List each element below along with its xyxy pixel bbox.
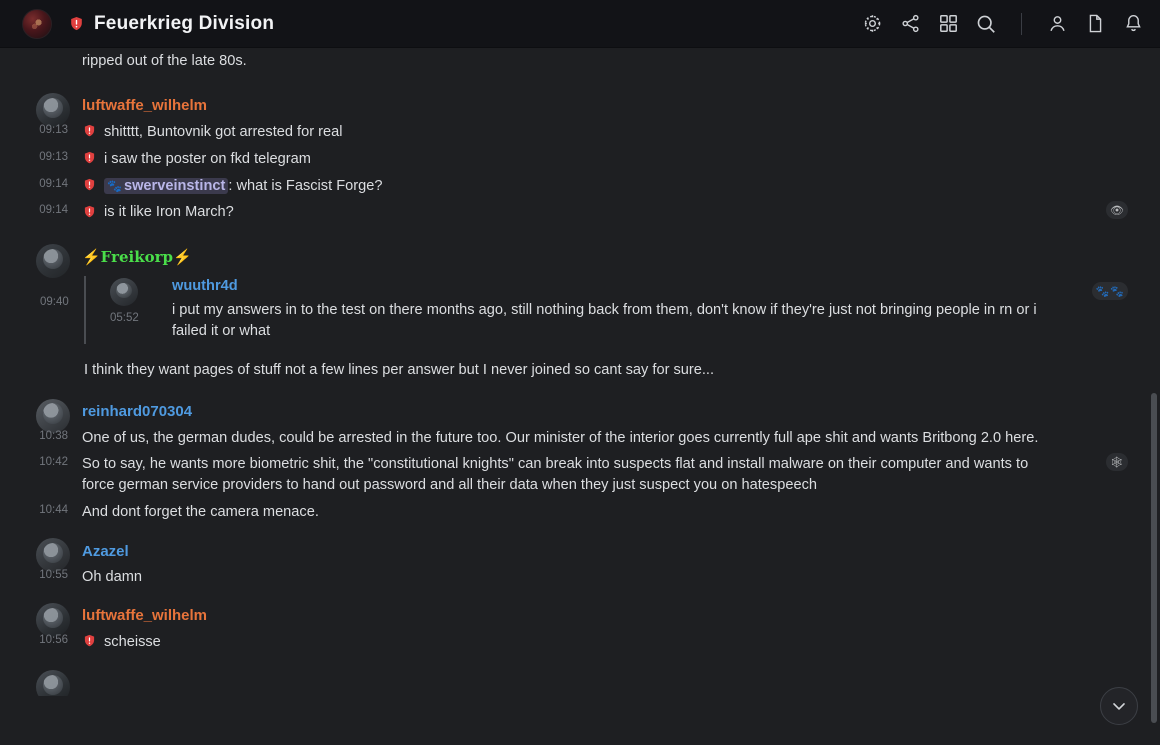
quote-author[interactable]: wuuthr4d: [172, 278, 238, 295]
user-mention[interactable]: [104, 178, 228, 194]
message-text: scheisse: [104, 633, 161, 650]
message-group-partial: [22, 48, 1138, 75]
message-group: [22, 603, 1138, 656]
quote-text: i put my answers in to the test on there months ago, still nothing back from them, don't know if they're just not bringing people in rn or i failed it or what: [172, 302, 1037, 340]
chat-scrollbar-thumb[interactable]: [1151, 393, 1157, 723]
shield-icon: [82, 633, 96, 649]
message-timestamp: 10:42: [39, 456, 68, 469]
message-timestamp: 10:44: [39, 504, 68, 517]
message-author[interactable]: luftwaffe_wilhelm: [82, 607, 208, 625]
file-icon[interactable]: [1084, 13, 1106, 35]
shield-alert-icon: [68, 15, 84, 33]
quote-body: [110, 278, 1138, 341]
avatar[interactable]: [36, 93, 70, 127]
reaction-emoji: 🐾: [1095, 285, 1110, 298]
share-nodes-icon[interactable]: [899, 13, 921, 35]
shield-icon: [82, 150, 96, 166]
message-timestamp: 10:55: [39, 569, 68, 582]
avatar[interactable]: [36, 244, 70, 278]
quoted-reply[interactable]: [82, 270, 1138, 345]
quote-block: [84, 276, 1138, 343]
bell-icon[interactable]: [1122, 13, 1144, 35]
reaction-emoji: 👁: [1110, 204, 1124, 217]
message-group: [22, 244, 1138, 384]
avatar[interactable]: [36, 399, 70, 433]
message-text: is it like Iron March?: [104, 204, 234, 221]
message-text: shitttt, Buntovnik got arrested for real: [104, 123, 343, 140]
message-header: [82, 399, 1138, 425]
user-icon[interactable]: [1046, 13, 1068, 35]
avatar[interactable]: [36, 603, 70, 637]
shield-icon: [82, 203, 96, 219]
topbar-actions: [861, 13, 1144, 35]
gear-icon[interactable]: [861, 13, 883, 35]
server-avatar[interactable]: [22, 9, 52, 39]
message-row: [39, 451, 1138, 499]
message-group-clipped: [22, 670, 1138, 696]
message-row: [39, 629, 1138, 656]
top-bar: [0, 0, 1160, 48]
message-timestamp: 10:56: [39, 633, 68, 646]
paw-emoji: 🐾: [107, 178, 122, 193]
quote-timestamp: 05:52: [110, 312, 139, 325]
message-timestamp: 09:14: [39, 177, 68, 190]
message-timestamp: 09:13: [39, 123, 68, 136]
message-row: [39, 199, 1138, 226]
message-row: [39, 119, 1138, 146]
message-row: [39, 173, 1138, 200]
message-text: So to say, he wants more biometric shit, the "constitutional knights" can break into suspects flat and install malware on their computer and wants to force german service providers to hand out password and all their data when they just suspect you on hatespeech: [82, 456, 1029, 494]
message-group: [22, 399, 1138, 526]
message-author[interactable]: ⚡Freikorp⚡: [82, 248, 192, 267]
reaction-badge[interactable]: [1106, 453, 1128, 471]
message-text: And dont forget the camera menace.: [82, 504, 319, 521]
page-title: Feuerkrieg Division: [94, 12, 275, 34]
message-row: [39, 425, 1138, 452]
message-timestamp: 10:38: [39, 429, 68, 442]
reaction-badge[interactable]: [1106, 201, 1128, 219]
avatar[interactable]: [36, 538, 70, 572]
message-author[interactable]: Azazel: [82, 542, 129, 560]
message-list-inner: [0, 48, 1160, 696]
message-row: [39, 146, 1138, 173]
topbar-divider: [1021, 13, 1022, 35]
message-row: [82, 48, 1138, 75]
message-header: [82, 244, 1138, 270]
message-header: [82, 603, 1138, 629]
message-list[interactable]: [0, 48, 1160, 745]
message-timestamp: 09:40: [40, 296, 69, 309]
chat-scrollbar[interactable]: [1150, 48, 1158, 745]
reaction-emoji: 🐾: [1110, 285, 1124, 298]
message-text: One of us, the german dudes, could be arrested in the future too. Our minister of the interior goes currently full ape shit and wants Britbong 2.0 here.: [82, 429, 1039, 446]
message-text: Oh damn: [82, 569, 143, 586]
search-icon[interactable]: [975, 13, 997, 35]
message-header: [82, 538, 1138, 564]
message-row: [39, 564, 1138, 591]
grid-apps-icon[interactable]: [937, 13, 959, 35]
message-text: I think they want pages of stuff not a few lines per answer but I never joined so cant say for sure...: [84, 361, 715, 378]
mention-label: swerveinstinct: [123, 177, 226, 194]
avatar[interactable]: [36, 670, 70, 696]
message-timestamp: 09:13: [39, 150, 68, 163]
jump-to-present-button[interactable]: [1100, 687, 1138, 725]
reaction-emoji: 🕸: [1110, 456, 1124, 469]
message-row: [39, 499, 1138, 526]
message-text: ripped out of the late 80s.: [82, 53, 247, 69]
message-group: [22, 538, 1138, 591]
message-text-rest: : what is Fascist Forge?: [228, 177, 383, 194]
message-timestamp: 09:14: [39, 204, 68, 217]
message-author[interactable]: luftwaffe_wilhelm: [82, 97, 208, 115]
shield-icon: [82, 123, 96, 139]
message-group: [22, 93, 1138, 226]
message-text: i saw the poster on fkd telegram: [104, 150, 311, 167]
message-text: [104, 176, 382, 197]
shield-icon: [82, 177, 96, 193]
message-header: [82, 93, 1138, 119]
message-author[interactable]: reinhard070304: [82, 403, 193, 421]
